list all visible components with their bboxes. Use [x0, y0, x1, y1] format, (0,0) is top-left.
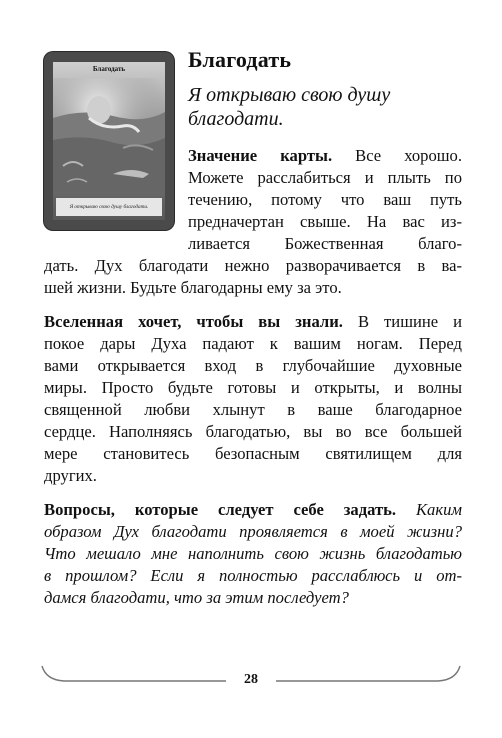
p2-line-1-text: В тишине и	[342, 312, 462, 331]
p1-line-3: течению, потому что ваш путь	[188, 190, 462, 209]
p2-line-3: вами открывается вход в глубочайшие духовные	[44, 356, 462, 375]
p2-heading: Вселенная хочет, чтобы вы знали.	[44, 312, 343, 331]
card-caption: Я открываю свою душу благодати.	[56, 198, 162, 216]
p3-line-2: образом Дух благодати проявляется в моей жизни?	[44, 522, 462, 541]
p3-line-3: Что мешало мне наполнить свою жизнь благодатью	[44, 544, 462, 563]
p1-line-1	[188, 146, 462, 166]
p2-line-6: сердце. Наполняясь благодатью, вы во все большей	[44, 422, 462, 441]
p1-line-4: предначертан свыше. На вас из-	[188, 212, 462, 231]
p3-line-1-text: Каким	[396, 500, 462, 519]
card-name-heading: Благодать	[188, 47, 292, 72]
card-affirmation: Я открываю свою душу благодати.	[188, 84, 391, 130]
p2-line-2: покое дары Духа падают к вашим ногам. Перед	[44, 334, 462, 353]
oracle-card-image	[44, 52, 174, 230]
p3-line-4: в прошлом? Если я полностью расслаблюсь и от-	[44, 566, 462, 585]
p2-line-5: священной любви хлынут в ваше благодарное	[44, 400, 462, 419]
card-title: Благодать	[92, 65, 126, 73]
card-artwork	[53, 78, 165, 196]
p1-line-6: дать. Дух благодати нежно разворачивается в ва-	[44, 256, 462, 275]
p3-heading: Вопросы, которые следует себе задать.	[44, 500, 397, 519]
page-number: 28	[226, 672, 276, 688]
p3-line-1	[44, 500, 462, 520]
p1-heading: Значение карты.	[188, 146, 333, 165]
p2-line-4: миры. Просто будьте готовы и открыты, и волны	[44, 378, 462, 397]
p3-line-5: дамся благодати, что за этим последует?	[44, 588, 349, 607]
card-frame	[53, 62, 165, 220]
p2-line-1	[44, 312, 462, 332]
p2-line-8: других.	[44, 466, 97, 485]
p1-line-1-text: Все хорошо.	[332, 146, 462, 165]
p1-line-5: ливается Божественная благо-	[188, 234, 462, 253]
p1-line-7: шей жизни. Будьте благодарны ему за это.	[44, 278, 342, 297]
p1-line-2: Можете расслабиться и плыть по	[188, 168, 462, 187]
p2-line-7: мере становитесь безопасным святилищем для	[44, 444, 462, 463]
